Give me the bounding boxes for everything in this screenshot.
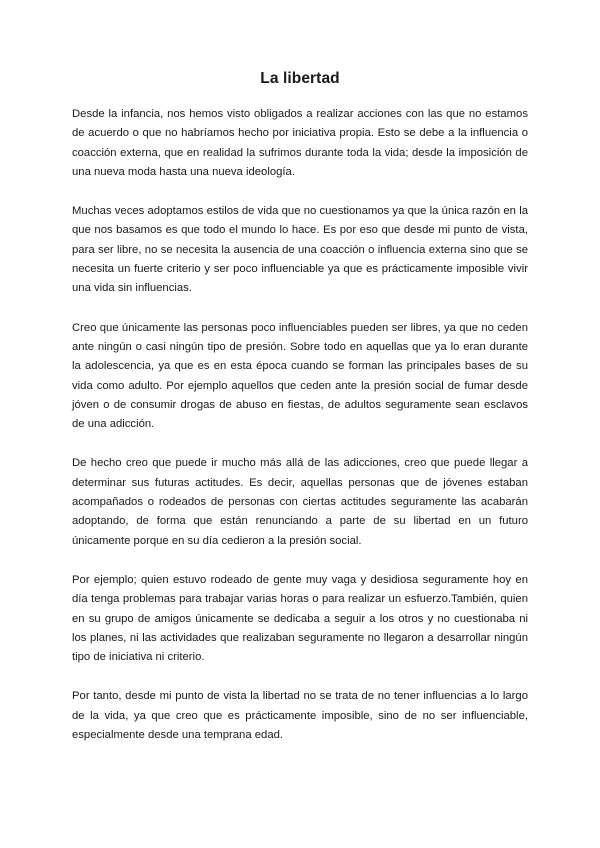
paragraph-6: Por tanto, desde mi punto de vista la libertad no se trata de no tener influencias a lo largo de la vida, ya que creo que es prácticamente imposible, sino de no ser influenciable, especialmente desde una temprana edad. <box>72 690 528 742</box>
paragraph-1: Desde la infancia, nos hemos visto obligados a realizar acciones con las que no estamos de acuerdo o que no habríamos hecho por iniciativa propia. Esto se debe a la influencia o coacción externa, que en realidad la sufrimos durante toda la vida; desde la imposición de una nueva moda hasta una nueva ideología. <box>72 108 528 178</box>
document-title: La libertad <box>260 70 340 87</box>
paragraph-4: De hecho creo que puede ir mucho más allá de las adicciones, creo que puede llegar a determinar sus futuras actitudes. Es decir, aquellas personas que de jóvenes estaban acompañados o rodeados de personas con ciertas actitudes seguramente las acabarán adoptando, de forma que están renunciando a parte de su libertad en un futuro únicamente porque en su día cedieron a la presión social. <box>72 457 528 547</box>
paragraph-2: Muchas veces adoptamos estilos de vida que no cuestionamos ya que la única razón en la que nos basamos es que todo el mundo lo hace. Es por eso que desde mi punto de vista, para ser libre, no se necesita la ausencia de una coacción o influencia externa sino que se necesita un fuerte criterio y ser poco influenciable ya que es prácticamente imposible vivir una vida sin influencias. <box>72 205 528 295</box>
paragraph-5: Por ejemplo; quien estuvo rodeado de gente muy vaga y desidiosa seguramente hoy en día tenga problemas para trabajar varias horas o para realizar un esfuerzo.También, quien en su grupo de amigos únicamente se dedicaba a seguir a los otros y no cuestionaba ni los planes, ni las actividades que realizaban seguramente no llegaron a desarrollar ningún tipo de iniciativa ni criterio. <box>72 573 528 664</box>
paragraph-3: Creo que únicamente las personas poco influenciables pueden ser libres, ya que no ceden ante ningún o casi ningún tipo de presión. Sobre todo en aquellas que ya lo eran durante la adolescencia, ya que es en esta época cuando se forman las principales bases de su vida como adulto. Por ejemplo aquellos que ceden ante la presión social de fumar desde jóven o de consumir drogas de abuso en fiestas, de adultos seguramente sean esclavos de una adicción. <box>72 321 528 431</box>
